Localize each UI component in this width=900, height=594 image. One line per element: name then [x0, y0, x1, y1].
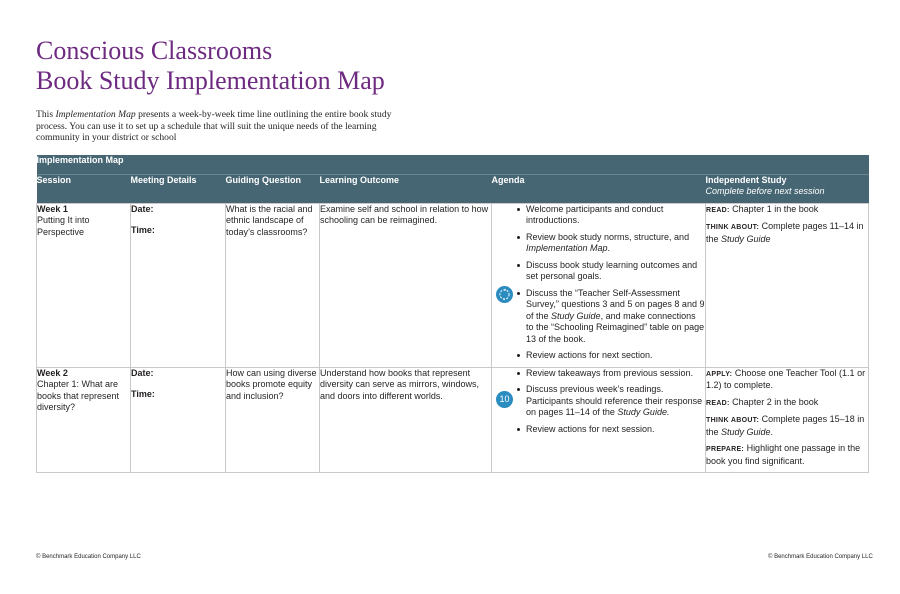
- prepare-text: Highlight one passage in the book you find significant.: [706, 443, 861, 466]
- agenda-text: Discuss previous week’s readings. Participants should reference their response on pages 11–14 of the: [526, 384, 703, 417]
- header-independent-study: [706, 174, 869, 203]
- header-independent-study-label: Independent Study: [705, 174, 787, 185]
- agenda-text: Review book study norms, structure, and: [526, 231, 690, 242]
- table-band-title: Implementation Map: [37, 155, 869, 174]
- intro-paragraph: [36, 109, 396, 144]
- read-label: READ:: [706, 206, 730, 214]
- agenda-emphasis: Study Guide: [551, 310, 601, 321]
- header-meeting-details: Meeting Details: [131, 174, 226, 203]
- learning-outcome-cell: Examine self and school in relation to how schooling can be reimagined.: [320, 203, 492, 367]
- session-title: Putting It into Perspective: [37, 215, 90, 237]
- guiding-question-cell: What is the racial and ethnic landscape of today’s classrooms?: [226, 203, 320, 367]
- think-about-task: [706, 414, 868, 438]
- learning-outcome-cell: Understand how books that represent diversity can serve as mirrors, windows, and doors into different worlds.: [320, 367, 492, 473]
- date-label: Date:: [131, 203, 154, 214]
- think-about-label: THINK ABOUT:: [706, 417, 760, 424]
- read-text: Chapter 2 in the book: [729, 396, 819, 407]
- think-about-task: [706, 221, 868, 245]
- agenda-text-end: .: [607, 243, 611, 253]
- session-cell: [37, 367, 131, 473]
- list-item: [526, 288, 705, 346]
- week-label: Week 1: [37, 203, 68, 214]
- agenda-text-end: , and make connections to the “Schooling Reimagined” table on page 13 of the book.: [526, 310, 705, 344]
- apply-label: APPLY:: [706, 370, 733, 378]
- think-about-label: THINK ABOUT:: [706, 224, 760, 231]
- intro-emphasis: Implementation Map: [55, 109, 136, 120]
- read-label: READ:: [706, 399, 730, 407]
- header-independent-study-sub: Complete before next session: [705, 186, 825, 196]
- agenda-cell: [492, 367, 706, 473]
- implementation-map-table: [36, 155, 869, 473]
- agenda-emphasis: Implementation Map: [526, 243, 608, 253]
- list-item: Discuss book study learning outcomes and set personal goals.: [526, 260, 705, 283]
- table-row-week-2: [37, 367, 869, 473]
- cycle-arrows-icon: [496, 286, 513, 303]
- agenda-list: [492, 368, 705, 436]
- think-about-emphasis: Study Guide: [721, 233, 771, 244]
- table-row-week-1: [37, 203, 869, 367]
- list-item: Review actions for next session.: [526, 424, 705, 436]
- apply-task: [706, 368, 868, 392]
- title-line-1: Conscious Classrooms: [36, 36, 273, 65]
- meeting-details-cell: [131, 367, 226, 473]
- intro-text-end: presents a week-by-week time line outlining the entire book study process. You can use it to set up a schedule that will suit the unique needs of the learning community in your district or school: [36, 109, 392, 143]
- date-label: Date:: [131, 367, 154, 378]
- footer-copyright-left: © Benchmark Education Company LLC: [36, 554, 141, 560]
- think-about-end: .: [770, 426, 774, 437]
- read-task: [706, 397, 868, 410]
- independent-study-cell: [706, 203, 869, 367]
- guiding-question-cell: How can using diverse books promote equity and inclusion?: [226, 367, 320, 473]
- think-about-text: Complete pages 11–14 in the: [706, 221, 864, 244]
- prepare-task: [706, 443, 868, 467]
- agenda-text: Discuss the “Teacher Self-Assessment Survey,” questions 3 and 5 on pages 8 and 9 of the: [526, 287, 705, 321]
- intro-text-start: This: [36, 109, 56, 120]
- list-item: Review takeaways from previous session.: [526, 368, 705, 380]
- title-line-2: Book Study Implementation Map: [36, 66, 385, 95]
- session-title: Chapter 1: What are books that represent diversity?: [37, 379, 120, 412]
- week-label: Week 2: [37, 367, 68, 378]
- prepare-label: PREPARE:: [706, 446, 745, 453]
- independent-study-cell: [706, 367, 869, 473]
- header-learning-outcome: Learning Outcome: [320, 174, 492, 203]
- read-task: [706, 204, 868, 217]
- page-title: [36, 36, 385, 96]
- think-about-emphasis: Study Guide: [721, 426, 771, 437]
- header-agenda: Agenda: [492, 174, 706, 203]
- header-session: Session: [37, 174, 131, 203]
- time-label: Time:: [131, 389, 155, 399]
- meeting-details-cell: [131, 203, 226, 367]
- agenda-cell: [492, 203, 706, 367]
- list-item: [526, 232, 705, 255]
- time-label: Time:: [131, 225, 155, 235]
- think-about-text: Complete pages 15–18 in the: [706, 414, 865, 437]
- agenda-emphasis: Study Guide.: [617, 407, 670, 417]
- session-number-badge: 10: [496, 391, 513, 408]
- session-cell: [37, 203, 131, 367]
- footer-copyright-right: © Benchmark Education Company LLC: [768, 554, 873, 560]
- apply-text: Choose one Teacher Tool (1.1 or 1.2) to complete.: [706, 367, 866, 390]
- header-guiding-question: Guiding Question: [226, 174, 320, 203]
- read-text: Chapter 1 in the book: [729, 203, 819, 214]
- list-item: Welcome participants and conduct introductions.: [526, 204, 705, 227]
- agenda-list: [492, 204, 705, 362]
- list-item: Review actions for next section.: [526, 350, 705, 362]
- list-item: [526, 384, 705, 419]
